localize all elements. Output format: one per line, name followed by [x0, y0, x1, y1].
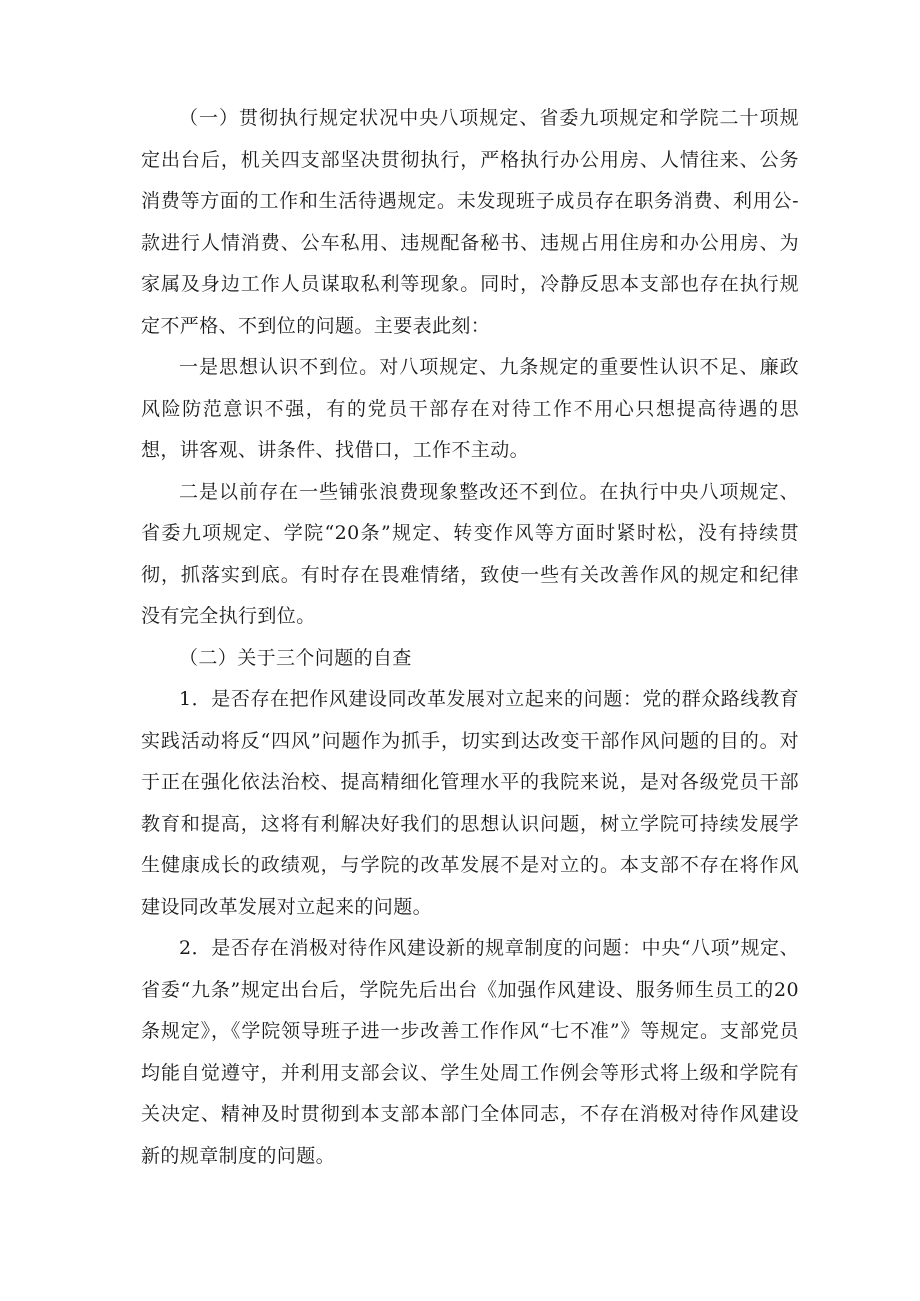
paragraph-regulations-status: （一）贯彻执行规定状况中央八项规定、省委九项规定和学院二十项规定出台后，机关四支部坚决贯彻执行，严格执行办公用房、人情往来、公务消费等方面的工作和生活待遇规定。未发现班子成员存在职务消费、利用公-款进行人情消费、公车私用、违规配备秘书、违规占用住房和办公用房、为家属及身边工作人员谋取私利等现象。同时，冷静反思本支部也存在执行规定不严格、不到位的问题。主要表此刻：: [141, 107, 799, 337]
paragraph-point-two: 二是以前存在一些铺张浪费现象整改还不到位。在执行中央八项规定、省委九项规定、学院“20条”规定、转变作风等方面时紧时松，没有持续贯彻，抓落实到底。有时存在畏难情绪，致使一些有关改善作风的规定和纪律没有完全执行到位。: [141, 480, 799, 627]
paragraph-item-1: 1．是否存在把作风建设同改革发展对立起来的问题：党的群众路线教育实践活动将反“四风”问题作为抓手，切实到达改变干部作风问题的目的。对于正在强化依法治校、提高精细化管理水平的我院来说，是对各级党员干部教育和提高，这将有利解决好我们的思想认识问题，树立学院可持续发展学生健康成长的政绩观，与学院的改革发展不是对立的。本支部不存在将作风建设同改革发展对立起来的问题。: [141, 688, 799, 918]
section-heading-self-check: （二）关于三个问题的自查: [179, 646, 412, 669]
document-body: [141, 98, 799, 1177]
paragraph-item-2: 2．是否存在消极对待作风建设新的规章制度的问题：中央“八项”规定、省委“九条”规定出台后，学院先后出台《加强作风建设、服务师生员工的20条规定》，《学院领导班子进一步改善工作作风“七不准”》等规定。支部党员均能自觉遵守，并利用支部会议、学生处周工作例会等形式将上级和学院有关决定、精神及时贯彻到本支部本部门全体同志，不存在消极对待作风建设新的规章制度的问题。: [141, 937, 799, 1167]
paragraph-point-one: 一是思想认识不到位。对八项规定、九条规定的重要性认识不足、廉政风险防范意识不强，有的党员干部存在对待工作不用心只想提高待遇的思想，讲客观、讲条件、找借口，工作不主动。: [141, 356, 799, 461]
